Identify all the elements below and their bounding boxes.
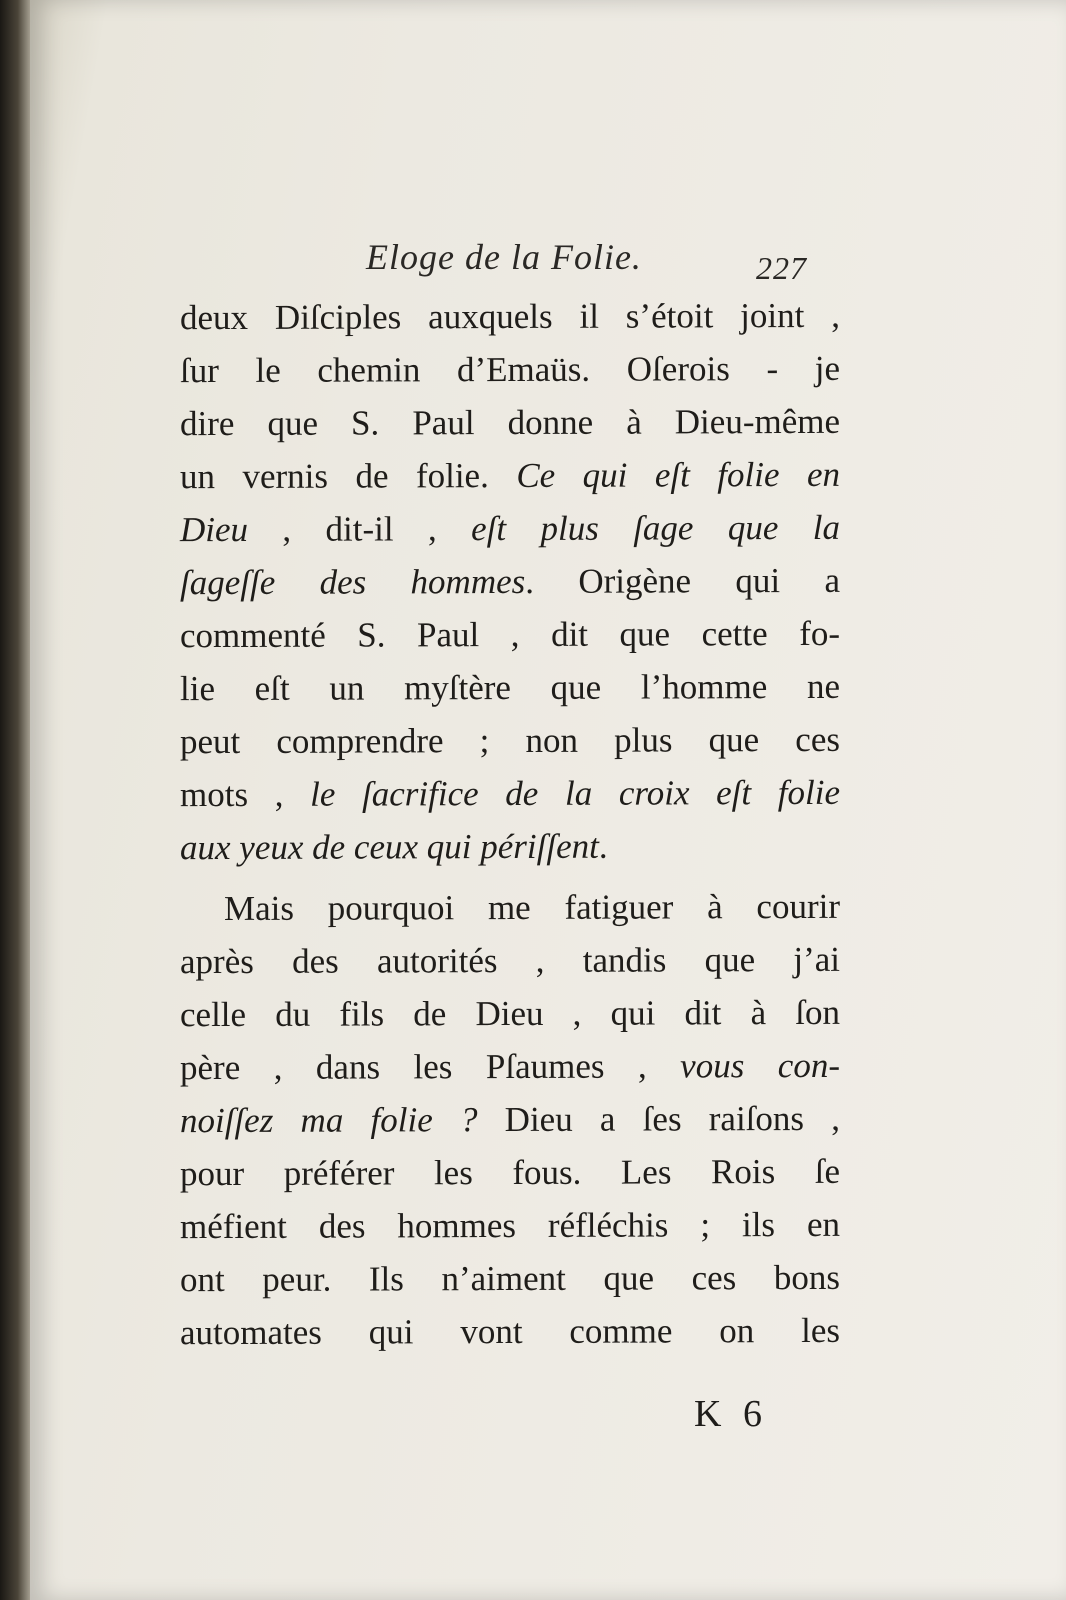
italic-text: aux yeux de ceux qui périſſent [180,826,599,868]
page-number: 227 [756,250,807,286]
roman-text: automates qui vont comme on les [180,1310,840,1353]
roman-text: après des autorités , tandis que j’ai [180,939,840,982]
italic-text: le ſacrifice de la croix eſt folie [310,772,840,814]
italic-text: Dieu [180,509,249,550]
body-text [180,289,840,1359]
paragraph [180,880,840,1359]
text-line [180,1145,840,1200]
roman-text: celle du fils de Dieu , qui dit à ſon [180,992,840,1035]
text-line [180,986,840,1041]
text-line [180,1092,840,1147]
text-line [180,880,840,935]
text-line [180,448,840,503]
roman-text: un vernis de folie. [180,455,517,497]
paragraph [180,289,840,874]
roman-text: méfient des hommes réfléchis ; ils en [180,1204,840,1247]
text-line [180,501,840,556]
roman-text: père , dans les Pſaumes , [180,1046,681,1088]
roman-text: ont peur. Ils n’aiment que ces bons [180,1257,840,1300]
roman-text: dire que S. Paul donne à Dieu-même [180,401,840,444]
text-line [180,660,840,715]
text-line [180,1039,840,1094]
roman-text: . [598,826,608,866]
text-line [180,713,840,768]
roman-text: lie eſt un myſtère que l’homme ne [180,666,840,709]
italic-text: noiſſez ma folie ? [180,1100,478,1141]
italic-text: eſt plus ſage que la [471,507,840,549]
roman-text: , dit-il , [248,509,472,549]
text-line [180,819,840,874]
text-line [180,933,840,988]
roman-text: commenté S. Paul , dit que cette fo- [180,613,840,656]
text-line [180,395,840,450]
text-line [180,554,840,609]
italic-text: vous con- [680,1045,840,1086]
roman-text: Dieu a ſes raiſons , [477,1098,841,1140]
text-line [180,607,840,662]
roman-text: deux Diſciples auxquels il s’étoit joint , [180,295,840,338]
text-line [180,342,840,397]
text-line [180,766,840,821]
text-line [180,289,840,344]
roman-text: mots , [180,774,311,815]
roman-text: pour préférer les fous. Les Rois ſe [180,1151,840,1194]
running-title: Eloge de la Folie. [366,237,642,277]
italic-text: Ce qui eſt folie en [516,454,840,495]
italic-text: ſageſſe des hommes [180,561,526,603]
roman-text: ſur le chemin d’Emaüs. Oſerois - je [180,348,840,391]
text-line [180,1198,840,1253]
roman-text: . Origène qui a [525,560,841,601]
roman-text: Mais pourquoi me fatiguer à courir [224,886,840,928]
text-line [180,1251,840,1306]
text-line [180,1304,840,1359]
signature-mark: K 6 [694,1393,768,1435]
roman-text: peut comprendre ; non plus que ces [180,719,840,762]
book-page [30,0,1066,1600]
